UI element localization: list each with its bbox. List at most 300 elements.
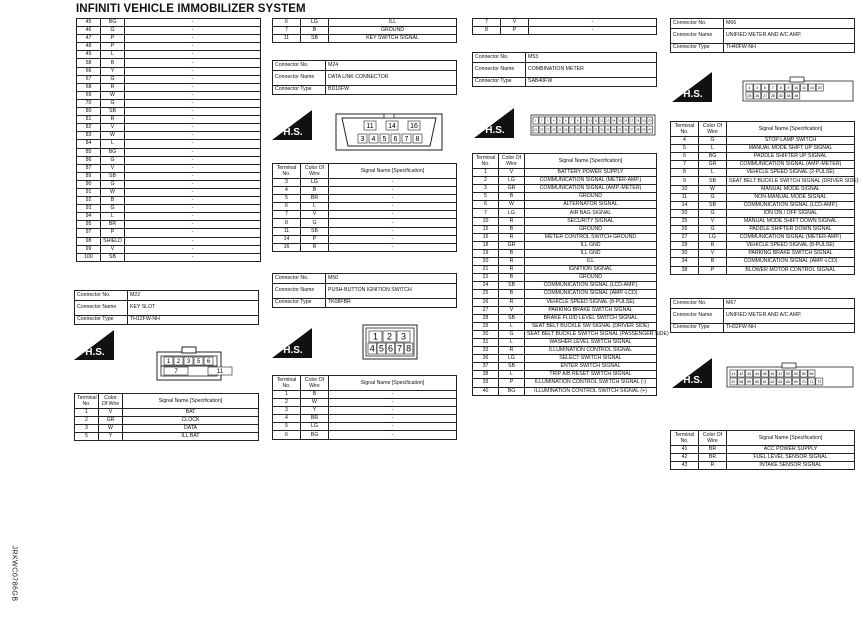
pin-label: 41 [731,371,736,376]
table-row [473,241,657,249]
pin-label: 56 [809,371,814,376]
signal-name-cell: COMMUNICATION SIGNAL (AMP.-METER) [525,185,657,193]
terminal-cell: 31 [473,338,499,346]
table-row [77,132,261,140]
table-row [671,234,855,242]
terminal-cell: 24 [473,282,499,290]
m66-info [670,18,855,53]
table-row [473,330,657,338]
terminal-cell: 5 [671,145,699,153]
pin-label: 30 [588,127,592,132]
signal-name-cell: BAT [123,409,259,417]
pin-label: 20 [648,118,652,123]
table-row [473,306,657,314]
connector-type-value: TK08FBR [326,298,457,308]
pin-label: 22 [540,127,544,132]
table-row [473,298,657,306]
terminal-cell: 3 [473,185,499,193]
connector-no-label: Connector No. [473,53,526,63]
table-row [77,148,261,156]
terminal-cell: 10 [473,217,499,225]
pin-label: 31 [594,127,598,132]
table-row [473,314,657,322]
pin-label: 47 [778,371,783,376]
terminal-cell: 81 [77,116,101,124]
terminal-cell: 7 [273,211,301,219]
signal-name-cell: SECURITY SIGNAL [525,217,657,225]
connector-type-value: BD16FW [326,85,457,95]
signal-name-cell: WASHER LEVEL SWITCH SIGNAL [525,338,657,346]
signal-name-cell: PARKING BRAKE SWITCH SIGNAL [525,306,657,314]
wire-color-cell: SB [499,314,525,322]
signal-name-cell: - [125,67,261,75]
connector-type-value: TH12FW-NH [128,315,259,325]
wire-color-cell: BG [699,153,727,161]
m24-terminal-table [272,163,457,252]
connector-no-label: Connector No. [671,299,724,309]
hs-mark-icon [672,72,712,102]
pin-label: 6 [206,359,211,366]
connector-type-value: SAB40FW [526,77,657,87]
table-row [671,217,855,225]
m22-info [74,290,259,325]
connector-name-value: UNIFIED METER AND A/C AMP. [724,308,855,323]
wire-color-cell: L [301,203,329,211]
wire-color-cell: B [301,27,329,35]
wire-color-cell: SB [499,363,525,371]
table-row [671,145,855,153]
signal-name-cell: ILL GND [525,241,657,249]
signal-name-cell: - [125,116,261,124]
wire-color-cell: P [101,229,125,237]
table-row [473,177,657,185]
terminal-cell: 8 [273,219,301,227]
signal-name-cell: - [125,83,261,91]
connector-name-value: COMBINATION METER [526,62,657,77]
svg-text:H.S.: H.S. [485,125,505,136]
table-row [273,179,457,187]
connector-name-value: KEY SLOT [128,300,259,315]
m67-terminal-table [670,430,855,470]
signal-name-cell: - [329,423,457,431]
signal-name-cell: - [125,180,261,188]
pin-label: 23 [546,127,550,132]
pin-label: 9 [787,85,790,90]
connector-type-label: Connector Type [671,323,724,333]
pin-label: 11 [366,123,374,130]
wire-color-cell: R [499,298,525,306]
table-row [77,116,261,124]
wire-color-cell: G [101,99,125,107]
color-header: Color Of Wire [499,154,525,169]
wire-color-cell: V [101,124,125,132]
pin-label: 14 [388,123,396,130]
terminal-cell: 7 [473,19,501,27]
pin-label: 57 [731,379,736,384]
signal-name-cell: FUEL LEVEL SENSOR SIGNAL [727,454,855,462]
signal-name-cell: KEY SWITCH SIGNAL [329,35,457,43]
terminal-cell: 95 [77,221,101,229]
table-row [77,19,261,27]
pin-label: 11 [802,85,806,90]
pin-label: 4 [371,136,376,143]
signal-name-cell: - [329,391,457,399]
terminal-cell: 6 [671,153,699,161]
table-row [77,83,261,91]
wire-color-cell: B [301,187,329,195]
table-row [273,35,457,43]
terminal-cell: 5 [273,195,301,203]
pin-label: 11 [216,369,224,376]
svg-text:H.S.: H.S. [283,345,303,356]
wire-color-cell: SB [101,253,125,261]
terminal-cell: 87 [77,164,101,172]
terminal-cell: 93 [77,205,101,213]
signal-name-cell: COMMUNICATION SIGNAL (LCD-AMP.) [727,201,855,209]
wire-color-cell: G [499,330,525,338]
signal-name-cell: MANUAL MODE SHIFT UP SIGNAL [727,145,855,153]
pin-label: 32 [600,127,604,132]
wire-color-cell: SB [101,172,125,180]
wire-color-cell: P [101,35,125,43]
wire-color-cell: SHIELD [101,237,125,245]
pin-label: 6 [564,118,567,123]
wire-color-cell: W [101,188,125,196]
color-header: Color Of Wire [301,376,329,391]
table-row [473,258,657,266]
hs-mark-icon [474,108,514,138]
m50-connector-face [362,324,418,360]
terminal-cell: 67 [77,75,101,83]
table-row [473,338,657,346]
table-row [77,27,261,35]
pin-label: 2 [386,331,393,342]
hs-mark-icon [672,358,712,388]
signal-name-cell: SEAT BELT BUCKLE SWITCH SIGNAL (DRIVER SIDE) [727,177,855,185]
table-body [77,19,261,262]
signal-name-cell: VEHICLE SPEED SIGNAL (2-PULSE) [727,169,855,177]
table-row [77,237,261,245]
pin-label: 59 [747,379,752,384]
table-row [473,217,657,225]
table-row [473,193,657,201]
signal-name-cell: - [125,205,261,213]
signal-name-cell: MANUAL MODE SHIFT DOWN SIGNAL [727,217,855,225]
wire-color-cell: G [101,75,125,83]
terminal-cell: 2 [473,177,499,185]
wire-color-cell: V [301,211,329,219]
terminal-cell: 49 [77,51,101,59]
terminal-cell: 33 [473,347,499,355]
pin-label: 44 [754,371,759,376]
table-row [671,185,855,193]
signal-name-cell: ILL GND [525,249,657,257]
terminal-cell: 68 [77,83,101,91]
svg-text:H.S.: H.S. [683,89,703,100]
signal-name-cell: - [125,19,261,27]
signal-name-cell: - [329,187,457,195]
terminal-cell: 42 [671,454,699,462]
wire-color-cell: Y [301,407,329,415]
pin-label: 28 [770,93,775,98]
wire-color-cell: BR [301,415,329,423]
table-row [473,282,657,290]
wire-color-cell: BG [101,148,125,156]
table-row [473,274,657,282]
signal-name-cell: - [529,27,657,35]
terminal-cell: 3 [273,407,301,415]
pin-label: 3 [360,136,365,143]
wire-color-cell: B [499,274,525,282]
table-row [671,169,855,177]
terminal-cell: 5 [75,433,99,441]
signal-name-cell: - [125,253,261,261]
wire-color-cell: V [699,217,727,225]
wire-color-cell: G [101,27,125,35]
terminal-cell: 40 [473,387,499,395]
signal-name-cell: - [329,431,457,439]
table-row [473,355,657,363]
terminal-cell: 5 [473,193,499,201]
table-row [671,250,855,258]
pin-label: 26 [564,127,568,132]
pin-label: 1 [372,331,379,342]
connector-no-value: M66 [724,19,855,29]
signal-name-cell: SEAT BELT BUCKLE SW SIGNAL (DRIVER SIDE) [525,322,657,330]
terminal-cell: 3 [75,425,99,433]
table-row [473,233,657,241]
pin-label: 69 [793,379,798,384]
signal-name-cell: - [125,197,261,205]
pin-label: 4 [369,343,375,354]
hs-mark-icon [272,328,312,358]
table-row [473,371,657,379]
pin-label: 17 [630,118,634,123]
pin-label: 6 [764,85,767,90]
signal-name-cell: ILL [525,258,657,266]
wire-color-cell: GR [499,185,525,193]
table-row [273,219,457,227]
signal-name-cell: - [125,172,261,180]
wire-color-cell: SB [499,282,525,290]
terminal-cell: 90 [77,180,101,188]
pin-label: 2 [176,359,181,366]
signal-name-cell: - [125,27,261,35]
pin-label: 5 [756,85,759,90]
terminal-header: Terminal No. [75,394,99,409]
terminal-cell: 19 [473,249,499,257]
pin-label: 34 [786,93,791,98]
pin-label: 29 [582,127,586,132]
wire-color-cell: GR [499,241,525,249]
connector-name-label: Connector Name [473,62,526,77]
wire-color-cell: GR [99,417,123,425]
pin-label: 40 [648,127,652,132]
pin-label: 3 [400,331,407,342]
pin-label: 10 [794,85,799,90]
table-row [473,266,657,274]
wire-color-cell: BR [101,221,125,229]
terminal-header: Terminal No. [273,376,301,391]
wire-color-cell: B [101,197,125,205]
m67-connector-face [726,362,854,388]
wire-color-cell: P [501,27,529,35]
table-row [77,253,261,261]
table-row [77,43,261,51]
signal-name-cell: NON-MANUAL MODE SIGNAL [727,193,855,201]
signal-name-cell: - [125,237,261,245]
table-row [77,229,261,237]
wire-color-cell: R [499,266,525,274]
terminal-cell: 70 [77,99,101,107]
wire-color-cell: LG [499,177,525,185]
pin-label: 5 [196,359,201,366]
signal-name-cell: - [125,51,261,59]
svg-text:H.S.: H.S. [283,127,303,138]
pin-label: 8 [406,343,412,354]
signal-name-cell: INTAKE SENSOR SIGNAL [727,462,855,470]
terminal-cell: 48 [77,43,101,51]
terminal-cell: 46 [77,27,101,35]
signal-name-cell: COMMUNICATION SIGNAL (AMP.-METER) [727,161,855,169]
terminal-cell: 25 [671,217,699,225]
table-row [75,409,259,417]
table-row [671,153,855,161]
table-row [273,431,457,439]
table-row [671,209,855,217]
connector-name-label: Connector Name [273,70,326,85]
table-row [77,180,261,188]
svg-text:H.S.: H.S. [683,375,703,386]
pin-label: 26 [755,93,760,98]
signal-name-cell: - [329,415,457,423]
wire-color-cell: G [101,205,125,213]
wire-color-cell: V [499,306,525,314]
signal-name-cell: ACC POWER SUPPLY [727,446,855,454]
signal-name-cell: - [329,211,457,219]
signal-name-cell: GROUND [525,274,657,282]
pin-label: 1 [534,118,537,123]
wire-color-cell: B [499,290,525,298]
table-row [273,243,457,251]
wire-color-cell: R [699,242,727,250]
connector-no-label: Connector No. [75,291,128,301]
pin-label: 27 [763,93,768,98]
table-row [473,209,657,217]
wire-color-cell: SB [301,227,329,235]
signal-name-cell: - [329,203,457,211]
signal-name-cell: - [125,164,261,172]
pin-label: 35 [618,127,622,132]
signal-name-cell: - [125,124,261,132]
signal-name-cell: COMMUNICATION SIGNAL (METER-AMP.) [727,234,855,242]
terminal-cell: 11 [671,193,699,201]
table-row [671,462,855,470]
signal-name-cell: BRAKE FLUID LEVEL SWITCH SIGNAL [525,314,657,322]
wire-color-cell: V [101,164,125,172]
terminal-cell: 16 [273,243,301,251]
signal-name-cell: GROUND [329,27,457,35]
wire-color-cell: G [699,137,727,145]
wire-color-cell: SB [301,35,329,43]
signal-name-cell: SELECT SWITCH SIGNAL [525,355,657,363]
terminal-cell: 26 [473,298,499,306]
wire-color-cell: G [699,193,727,201]
pin-label: 54 [793,371,798,376]
pin-label: 8 [576,118,579,123]
m53-info [472,52,657,87]
hs-mark-icon [272,110,312,140]
signal-header: Signal Name [Specification] [727,431,855,446]
table-row [671,266,855,274]
wire-color-cell: BG [101,19,125,27]
terminal-header: Terminal No. [473,154,499,169]
terminal-cell: 4 [671,137,699,145]
m24-connector-face [334,112,444,152]
table-row [273,399,457,407]
connector-type-label: Connector Type [273,298,326,308]
terminal-table-continued-3 [472,18,657,35]
table-row [77,75,261,83]
connector-name-label: Connector Name [671,308,724,323]
signal-name-cell: - [329,227,457,235]
signal-name-cell: - [125,59,261,67]
wire-color-cell: BR [699,446,727,454]
terminal-cell: 47 [77,35,101,43]
table-row [77,156,261,164]
signal-header: Signal Name [Specification] [727,122,855,137]
table-row [273,211,457,219]
m66-terminal-table [670,121,859,275]
terminal-cell: 4 [273,415,301,423]
terminal-cell: 80 [77,108,101,116]
pin-label: 11 [594,118,598,123]
table-row [671,226,855,234]
m50-info [272,273,457,308]
signal-name-cell: PADDLE SHIFTER UP SIGNAL [727,153,855,161]
terminal-cell: 99 [77,245,101,253]
terminal-cell: 36 [473,355,499,363]
terminal-cell: 16 [473,233,499,241]
terminal-cell: 97 [77,229,101,237]
terminal-cell: 38 [473,371,499,379]
pin-label: 58 [739,379,744,384]
table-row [473,169,657,177]
pin-label: 30 [778,93,783,98]
signal-name-cell: - [125,188,261,196]
connector-name-label: Connector Name [273,283,326,298]
terminal-cell: 100 [77,253,101,261]
wire-color-cell: LG [301,423,329,431]
pin-label: 16 [624,118,628,123]
wire-color-cell: W [301,399,329,407]
signal-name-cell: ALTERNATOR SIGNAL [525,201,657,209]
pin-label: 7 [570,118,573,123]
terminal-cell: 86 [77,156,101,164]
pin-label: 19 [642,118,646,123]
signal-name-cell: ILLUMINATION CONTROL SWITCH SIGNAL (+) [525,387,657,395]
terminal-cell: 29 [473,322,499,330]
table-row [671,137,855,145]
wire-color-cell: BG [499,387,525,395]
connector-type-label: Connector Type [273,85,326,95]
wire-color-cell: W [101,132,125,140]
signal-name-cell: DATA [123,425,259,433]
table-row [77,221,261,229]
connector-type-label: Connector Type [75,315,128,325]
signal-name-cell: - [529,19,657,27]
table-row [671,446,855,454]
